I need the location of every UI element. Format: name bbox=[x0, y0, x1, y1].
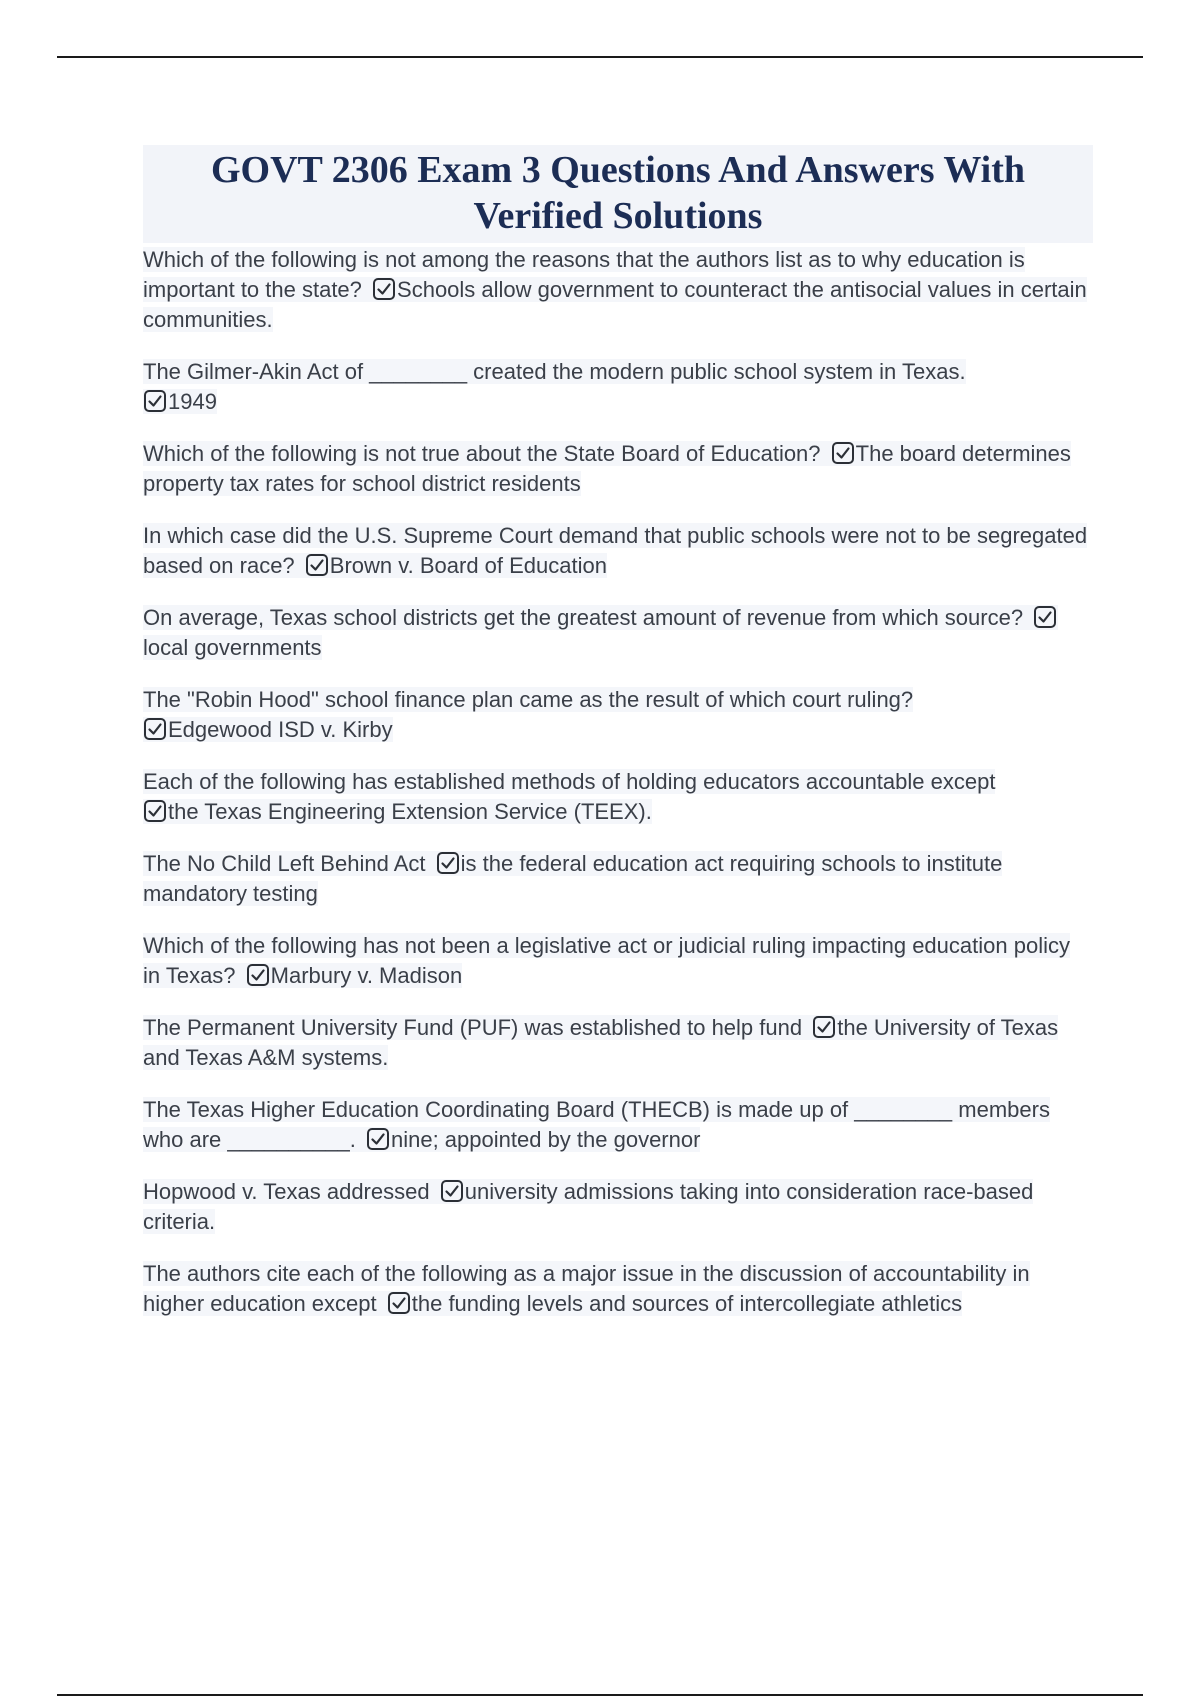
answer-text: university admissions taking into consideration race-based criteria. bbox=[143, 1179, 1034, 1234]
answer-text: Brown v. Board of Education bbox=[329, 553, 607, 578]
answer-text: nine; appointed by the governor bbox=[390, 1127, 701, 1152]
answer-text: Edgewood ISD v. Kirby bbox=[168, 717, 393, 742]
qa-item bbox=[143, 685, 1093, 745]
bottom-rule bbox=[57, 1694, 1143, 1696]
checkbox-check-icon bbox=[143, 389, 167, 413]
answer-text: the funding levels and sources of intercollegiate athletics bbox=[411, 1291, 963, 1316]
checkbox-check-icon bbox=[246, 963, 270, 987]
checkbox-check-icon bbox=[812, 1015, 836, 1039]
checkbox-check-icon bbox=[143, 799, 167, 823]
question-text: The Texas Higher Education Coordinating Board (THECB) is made up of ________ members who are __________. bbox=[143, 1097, 1050, 1152]
qa-item bbox=[143, 1259, 1093, 1319]
question-text: The No Child Left Behind Act bbox=[143, 851, 426, 876]
checkbox-check-icon bbox=[305, 553, 329, 577]
qa-item bbox=[143, 521, 1093, 581]
qa-item bbox=[143, 1013, 1093, 1073]
qa-item bbox=[143, 603, 1093, 663]
question-text: Hopwood v. Texas addressed bbox=[143, 1179, 430, 1204]
checkbox-check-icon bbox=[366, 1127, 390, 1151]
checkbox-check-icon bbox=[1033, 605, 1057, 629]
qa-item bbox=[143, 849, 1093, 909]
answer-text: the Texas Engineering Extension Service (TEEX). bbox=[168, 799, 652, 824]
top-rule bbox=[57, 56, 1143, 58]
question-text: In which case did the U.S. Supreme Court demand that public schools were not to be segregated based on race? bbox=[143, 523, 1088, 578]
answer-text: the University of Texas and Texas A&M systems. bbox=[143, 1015, 1059, 1070]
answer-text: local governments bbox=[143, 635, 322, 660]
answer-text: The board determines property tax rates for school district residents bbox=[143, 441, 1071, 496]
checkbox-check-icon bbox=[387, 1291, 411, 1315]
answer-text: 1949 bbox=[168, 389, 217, 414]
checkbox-check-icon bbox=[372, 277, 396, 301]
checkbox-check-icon bbox=[436, 851, 460, 875]
answer-text: Schools allow government to counteract the antisocial values in certain communities. bbox=[143, 277, 1087, 332]
question-text: On average, Texas school districts get the greatest amount of revenue from which source? bbox=[143, 605, 1024, 630]
qa-item bbox=[143, 357, 1093, 417]
question-text: The Permanent University Fund (PUF) was established to help fund bbox=[143, 1015, 803, 1040]
answer-text: is the federal education act requiring schools to institute mandatory testing bbox=[143, 851, 1003, 906]
question-text: The "Robin Hood" school finance plan came as the result of which court ruling? bbox=[143, 687, 914, 712]
question-text: The authors cite each of the following as a major issue in the discussion of accountability in higher education except bbox=[143, 1261, 1030, 1316]
document-body bbox=[143, 145, 1093, 1341]
checkbox-check-icon bbox=[831, 441, 855, 465]
page-title: GOVT 2306 Exam 3 Questions And Answers With Verified Solutions bbox=[210, 149, 1025, 237]
qa-item bbox=[143, 767, 1093, 827]
question-text: The Gilmer-Akin Act of ________ created the modern public school system in Texas. bbox=[143, 359, 966, 384]
qa-item bbox=[143, 245, 1093, 335]
checkbox-check-icon bbox=[440, 1179, 464, 1203]
qa-item bbox=[143, 439, 1093, 499]
checkbox-check-icon bbox=[143, 717, 167, 741]
question-text: Which of the following is not true about the State Board of Education? bbox=[143, 441, 821, 466]
qa-item bbox=[143, 931, 1093, 991]
answer-text: Marbury v. Madison bbox=[270, 963, 463, 988]
qa-item bbox=[143, 1095, 1093, 1155]
title-block bbox=[143, 145, 1093, 243]
question-text: Each of the following has established methods of holding educators accountable except bbox=[143, 769, 996, 794]
qa-item bbox=[143, 1177, 1093, 1237]
question-text: Which of the following has not been a legislative act or judicial ruling impacting education policy in Texas? bbox=[143, 933, 1070, 988]
question-text: Which of the following is not among the reasons that the authors list as to why education is important to the state? bbox=[143, 247, 1025, 302]
